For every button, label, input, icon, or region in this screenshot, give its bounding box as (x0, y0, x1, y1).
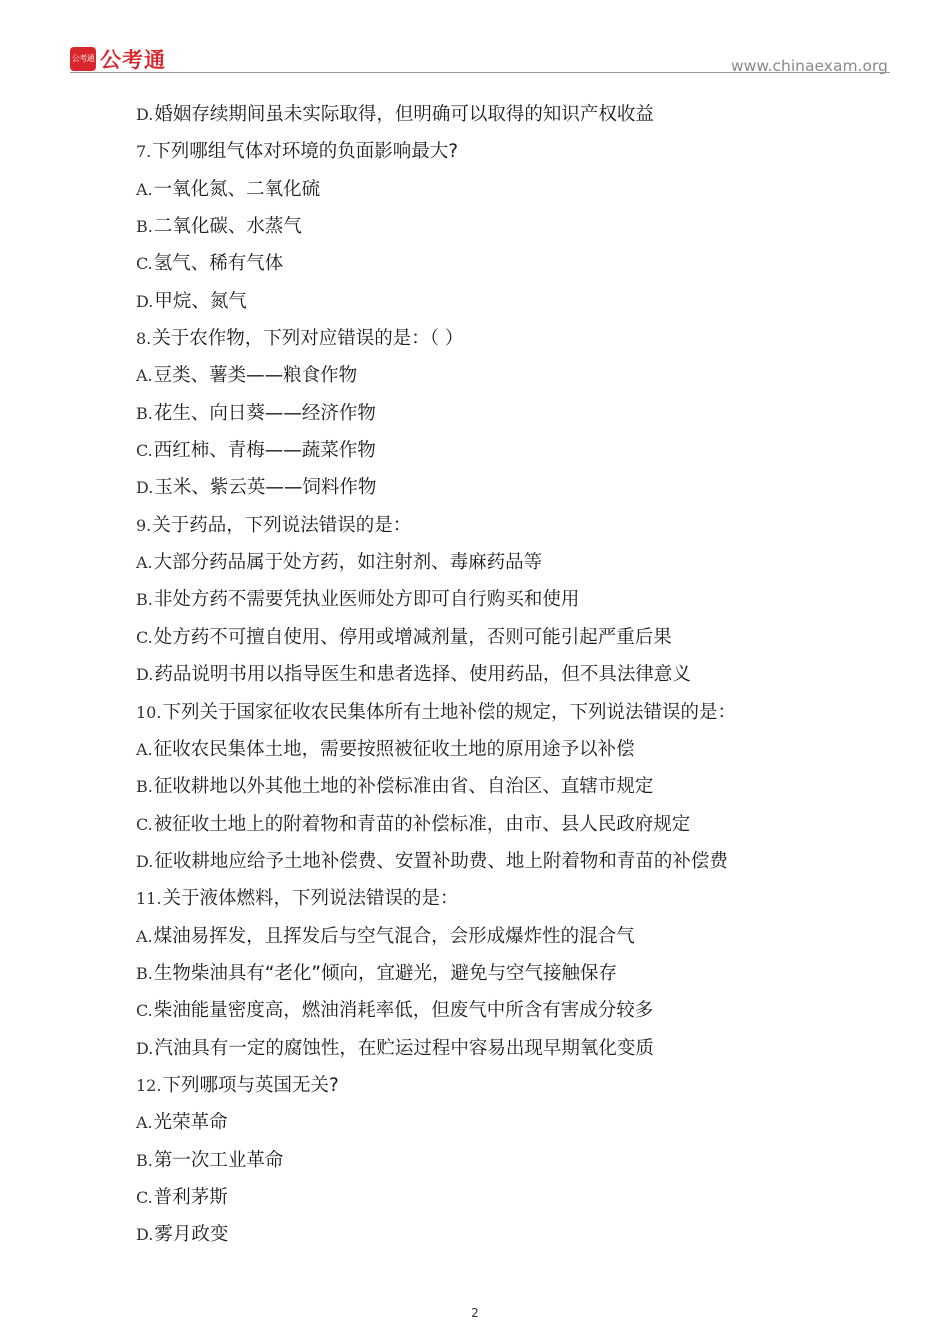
item-marker: A. (136, 739, 153, 759)
item-marker: 7. (136, 142, 152, 162)
option-line (136, 96, 876, 133)
item-marker: A. (136, 366, 153, 386)
item-marker: D. (136, 851, 154, 871)
logo (70, 44, 166, 74)
option-line (136, 806, 876, 843)
item-text: 大部分药品属于处方药，如注射剂、毒麻药品等 (153, 552, 543, 574)
item-marker: C. (136, 1001, 153, 1021)
item-marker: C. (136, 814, 153, 834)
option-line (136, 432, 876, 469)
item-marker: 9. (136, 515, 152, 535)
item-marker: D. (136, 105, 154, 124)
item-text: 雾月政变 (154, 1224, 229, 1246)
item-text: 煤油易挥发，且挥发后与空气混合，会形成爆炸性的混合气 (153, 925, 635, 947)
option-line (136, 544, 876, 581)
item-marker: A. (136, 926, 153, 946)
item-marker: C. (136, 254, 153, 274)
logo-text: 公考通 (100, 48, 166, 72)
item-text: 征收农民集体土地，需要按照被征收土地的原用途予以补偿 (153, 738, 635, 760)
option-line (136, 245, 876, 282)
item-marker: 10. (136, 702, 162, 722)
option-line (136, 469, 876, 506)
option-line (136, 1142, 876, 1179)
option-line (136, 1030, 876, 1067)
item-text: 非处方药不需要凭执业医师处方即可自行购买和使用 (153, 589, 580, 611)
item-marker: A. (136, 553, 153, 573)
logo-badge-icon: 公考通 (70, 47, 96, 71)
item-text: 玉米、紫云英——饲料作物 (154, 477, 377, 499)
option-line (136, 992, 876, 1029)
option-line (136, 955, 876, 992)
item-marker: B. (136, 590, 153, 610)
option-line (136, 581, 876, 618)
item-text: 药品说明书用以指导医生和患者选择、使用药品，但不具法律意义 (154, 664, 691, 686)
item-text: 柴油能量密度高，燃油消耗率低，但废气中所含有害成分较多 (153, 1000, 654, 1022)
item-text: 甲烷、氮气 (154, 290, 247, 312)
item-marker: B. (136, 217, 153, 237)
site-url: www.chinaexam.org (731, 57, 888, 75)
item-marker: D. (136, 478, 154, 498)
item-text: 婚姻存续期间虽未实际取得，但明确可以取得的知识产权收益 (154, 104, 654, 125)
item-text: 关于液体燃料，下列说法错误的是： (162, 888, 459, 910)
option-line (136, 208, 876, 245)
item-text: 征收耕地以外其他土地的补偿标准由省、自治区、直辖市规定 (153, 776, 654, 798)
question-line (136, 880, 876, 917)
item-text: 一氧化氮、二氧化硫 (153, 178, 321, 200)
item-text: 下列关于国家征收农民集体所有土地补偿的规定，下列说法错误的是： (162, 701, 736, 723)
item-marker: B. (136, 963, 153, 983)
page-number: 2 (471, 1306, 479, 1320)
option-line (136, 918, 876, 955)
question-line (136, 133, 876, 170)
item-text: 豆类、薯类——粮食作物 (153, 365, 358, 387)
item-marker: B. (136, 777, 153, 797)
option-line (136, 619, 876, 656)
option-line (136, 1104, 876, 1141)
question-line (136, 320, 876, 357)
option-line (136, 768, 876, 805)
item-text: 第一次工业革命 (153, 1149, 284, 1171)
item-text: 关于药品，下列说法错误的是： (152, 514, 412, 536)
item-marker: C. (136, 1187, 153, 1207)
item-marker: C. (136, 627, 153, 647)
item-marker: B. (136, 403, 153, 423)
item-marker: D. (136, 1225, 154, 1245)
item-text: 被征收土地上的附着物和青苗的补偿标准，由市、县人民政府规定 (153, 813, 691, 835)
question-line (136, 507, 876, 544)
option-line (136, 1179, 876, 1216)
option-line (136, 1216, 876, 1253)
item-text: 生物柴油具有“老化”倾向，宜避光，避免与空气接触保存 (153, 962, 618, 984)
option-line (136, 843, 876, 880)
item-marker: 11. (136, 889, 162, 909)
option-line (136, 357, 876, 394)
item-text: 汽油具有一定的腐蚀性，在贮运过程中容易出现早期氧化变质 (154, 1037, 654, 1059)
item-text: 西红柿、青梅——蔬菜作物 (153, 440, 376, 462)
item-text: 下列哪项与英国无关? (162, 1074, 339, 1096)
item-text: 关于农作物，下列对应错误的是：（ ） (152, 328, 464, 350)
item-text: 氢气、稀有气体 (153, 253, 284, 275)
item-text: 普利茅斯 (153, 1186, 228, 1208)
document-body (136, 96, 876, 1254)
item-marker: C. (136, 441, 153, 461)
item-marker: D. (136, 665, 154, 685)
item-marker: D. (136, 1038, 154, 1058)
item-marker: 8. (136, 329, 152, 349)
item-text: 花生、向日葵——经济作物 (153, 402, 376, 424)
item-text: 处方药不可擅自使用、停用或增减剂量，否则可能引起严重后果 (153, 626, 672, 648)
item-marker: A. (136, 179, 153, 199)
option-line (136, 171, 876, 208)
option-line (136, 395, 876, 432)
item-text: 征收耕地应给予土地补偿费、安置补助费、地上附着物和青苗的补偿费 (154, 850, 728, 872)
question-line (136, 1067, 876, 1104)
item-text: 二氧化碳、水蒸气 (153, 216, 302, 238)
item-marker: 12. (136, 1075, 162, 1095)
item-text: 光荣革命 (153, 1112, 228, 1134)
item-text: 下列哪组气体对环境的负面影响最大? (152, 141, 459, 163)
page-header (0, 0, 950, 76)
option-line (136, 283, 876, 320)
option-line (136, 656, 876, 693)
question-line (136, 694, 876, 731)
item-marker: D. (136, 291, 154, 311)
option-line (136, 731, 876, 768)
item-marker: A. (136, 1113, 153, 1133)
item-marker: B. (136, 1150, 153, 1170)
